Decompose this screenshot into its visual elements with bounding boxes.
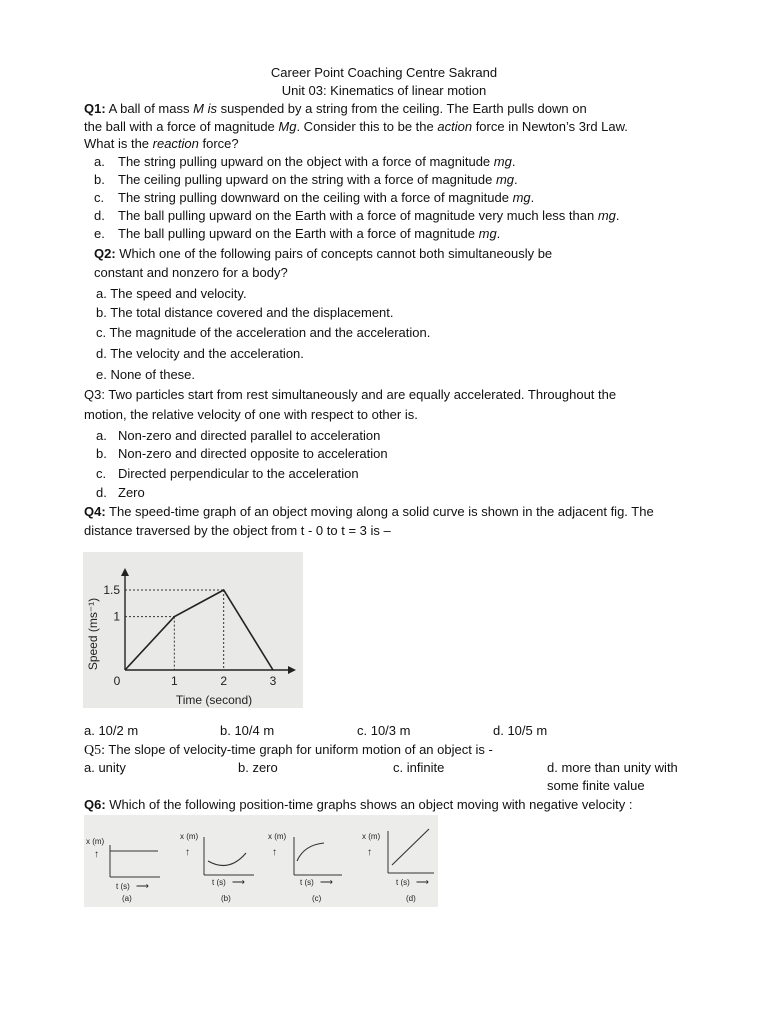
svg-text:x (m): x (m) bbox=[180, 832, 199, 841]
svg-text:(b): (b) bbox=[221, 894, 231, 903]
graph-c-curve bbox=[297, 843, 324, 861]
x-axis-arrow bbox=[288, 666, 296, 674]
speed-line bbox=[125, 590, 273, 670]
up-arrow-icon: ↑ bbox=[94, 849, 99, 860]
svg-text:t (s): t (s) bbox=[116, 882, 130, 891]
x-tick-label-2: 2 bbox=[220, 674, 228, 688]
q3-number: Q3: bbox=[84, 387, 105, 402]
graph-a bbox=[86, 837, 160, 903]
q3-option-a: a. Non-zero and directed parallel to acceleration bbox=[96, 428, 381, 443]
svg-text:x (m): x (m) bbox=[86, 837, 105, 846]
q3-line2: motion, the relative velocity of one with respect to other is. bbox=[84, 407, 418, 422]
q5-line: Q5: The slope of velocity-time graph for uniform motion of an object is - bbox=[84, 742, 493, 758]
q6-number: Q6: bbox=[84, 797, 106, 812]
q1-option-e: e. The ball pulling upward on the Earth with a force of magnitude mg. bbox=[94, 226, 501, 241]
up-arrow-icon: ↑ bbox=[185, 847, 190, 858]
svg-text:t (s): t (s) bbox=[396, 878, 410, 887]
right-arrow-icon: ⟶ bbox=[320, 877, 333, 887]
position-time-graphs bbox=[84, 815, 438, 907]
q3-option-b: b. Non-zero and directed opposite to acceleration bbox=[96, 446, 388, 461]
q4-option-b: b. 10/4 m bbox=[220, 723, 275, 738]
q3-option-c: c. Directed perpendicular to the acceleration bbox=[96, 466, 359, 481]
q5-option-c: c. infinite bbox=[393, 760, 445, 775]
y-tick-label-1: 1 bbox=[113, 609, 120, 624]
right-arrow-icon: ⟶ bbox=[232, 877, 245, 887]
graph-b bbox=[180, 832, 254, 903]
q4-line1: Q4: The speed-time graph of an object moving along a solid curve is shown in the adjacent fig. The bbox=[84, 504, 654, 519]
q1-number: Q1: bbox=[84, 101, 106, 116]
q5-number: Q5: bbox=[84, 743, 105, 758]
graph-d-line bbox=[392, 829, 429, 865]
q1-option-a: a. The string pulling upward on the object with a force of magnitude mg. bbox=[94, 154, 516, 169]
q1-line1: Q1: A ball of mass M is suspended by a string from the ceiling. The Earth pulls down on bbox=[84, 101, 587, 116]
right-arrow-icon: ⟶ bbox=[416, 877, 429, 887]
q2-option-c: c. The magnitude of the acceleration and the acceleration. bbox=[96, 325, 431, 340]
q4-line2: distance traversed by the object from t - 0 to t = 3 is – bbox=[84, 523, 391, 538]
y-axis-label: Speed (ms⁻¹) bbox=[86, 597, 100, 671]
svg-text:t (s): t (s) bbox=[300, 878, 314, 887]
svg-text:x (m): x (m) bbox=[362, 832, 381, 841]
q5-option-d: d. more than unity with bbox=[547, 760, 678, 775]
q2-number: Q2: bbox=[94, 246, 116, 261]
x-axis-label: Time (second) bbox=[175, 693, 253, 707]
q3-option-d: d. Zero bbox=[96, 485, 145, 500]
speed-time-graph bbox=[83, 552, 303, 708]
x-tick-label-3: 3 bbox=[269, 674, 277, 688]
q4-option-d: d. 10/5 m bbox=[493, 723, 548, 738]
q1-option-c: c. The string pulling downward on the ceiling with a force of magnitude mg. bbox=[94, 190, 535, 205]
svg-text:(a): (a) bbox=[122, 894, 132, 903]
graph-d bbox=[362, 829, 434, 903]
q2-option-d: d. The velocity and the acceleration. bbox=[96, 346, 304, 361]
q1-option-d: d. The ball pulling upward on the Earth with a force of magnitude very much less than mg. bbox=[94, 208, 620, 223]
q2-line1: Q2: Which one of the following pairs of concepts cannot both simultaneously be bbox=[94, 246, 553, 261]
y-axis-arrow bbox=[121, 568, 129, 576]
graph-c bbox=[268, 832, 342, 903]
unit-title: Unit 03: Kinematics of linear motion bbox=[281, 83, 487, 98]
q1-line2: the ball with a force of magnitude Mg. Consider this to be the action force in Newton’s 3rd Law. bbox=[84, 119, 628, 134]
q5-option-d-cont: some finite value bbox=[547, 778, 645, 793]
q5-option-b: b. zero bbox=[238, 760, 278, 775]
x-tick-label-0: 0 bbox=[113, 674, 121, 688]
q3-line1: Q3: Two particles start from rest simultaneously and are equally accelerated. Throughout the bbox=[84, 387, 617, 402]
q2-option-e: e. None of these. bbox=[96, 367, 196, 382]
svg-text:x (m): x (m) bbox=[268, 832, 287, 841]
svg-text:t (s): t (s) bbox=[212, 878, 226, 887]
graph-b-curve bbox=[208, 853, 246, 866]
q2-option-a: a. The speed and velocity. bbox=[96, 286, 247, 301]
q4-number: Q4: bbox=[84, 504, 106, 519]
q4-option-c: c. 10/3 m bbox=[357, 723, 411, 738]
q5-option-a: a. unity bbox=[84, 760, 126, 775]
q4-option-a: a. 10/2 m bbox=[84, 723, 139, 738]
q1-line3: What is the reaction force? bbox=[84, 136, 239, 151]
q6-line: Q6: Which of the following position-time graphs shows an object moving with negative velocity : bbox=[84, 797, 633, 812]
x-tick-label-1: 1 bbox=[170, 674, 178, 688]
q1-option-b: b. The ceiling pulling upward on the string with a force of magnitude mg. bbox=[94, 172, 518, 187]
svg-text:(d): (d) bbox=[406, 894, 416, 903]
q2-option-b: b. The total distance covered and the displacement. bbox=[96, 305, 394, 320]
up-arrow-icon: ↑ bbox=[272, 847, 277, 858]
document-title: Career Point Coaching Centre Sakrand bbox=[270, 65, 498, 80]
right-arrow-icon: ⟶ bbox=[136, 881, 149, 891]
y-tick-label-1.5: 1.5 bbox=[103, 583, 120, 597]
q2-line2: constant and nonzero for a body? bbox=[94, 265, 288, 280]
up-arrow-icon: ↑ bbox=[367, 847, 372, 858]
svg-text:(c): (c) bbox=[312, 894, 322, 903]
